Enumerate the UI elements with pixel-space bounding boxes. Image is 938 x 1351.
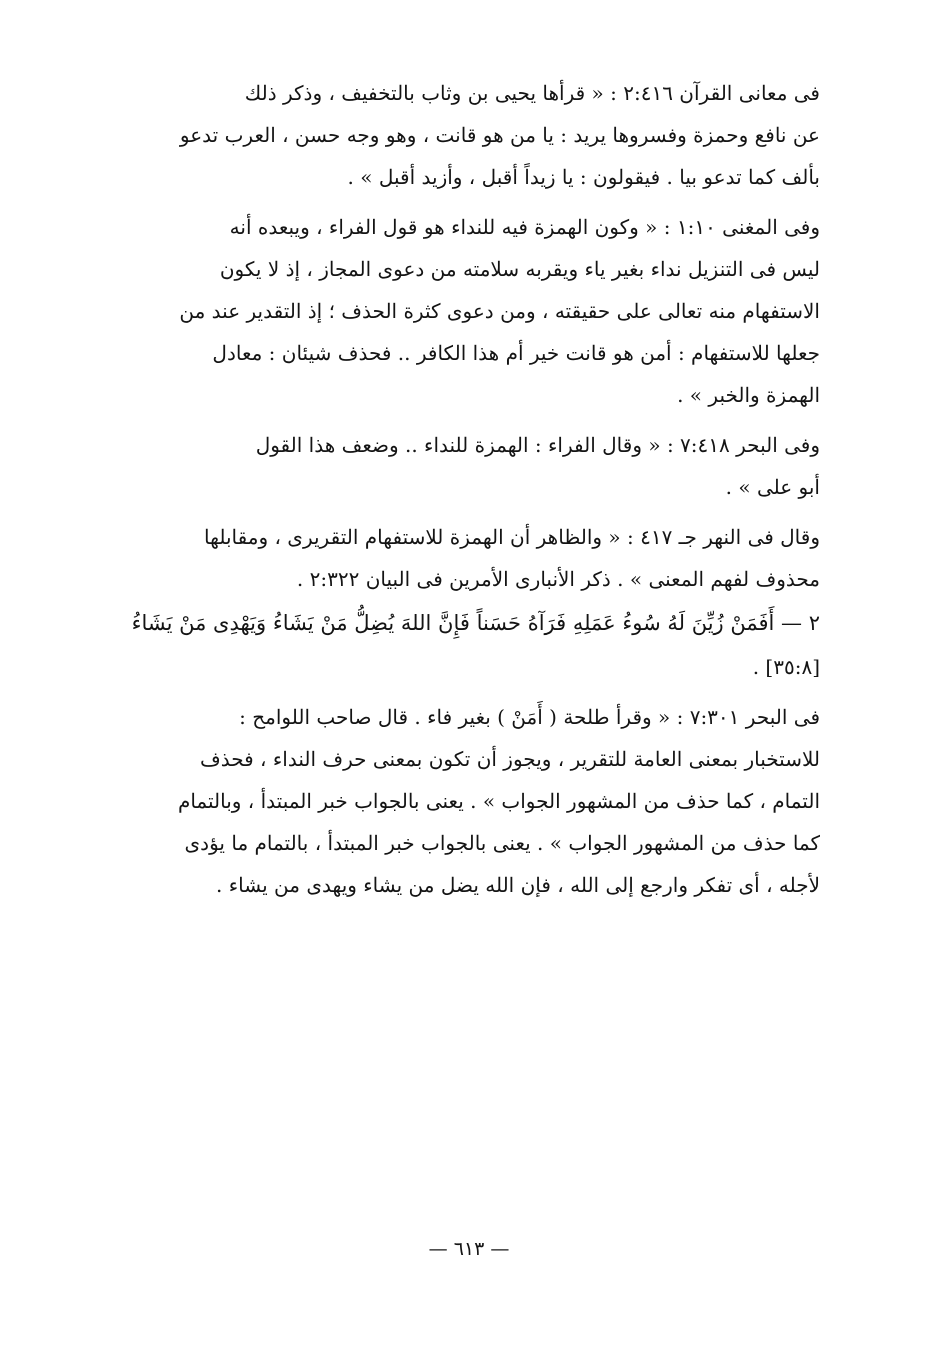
text-line: أبو على » . [725, 475, 820, 499]
text-line: عن نافع وحمزة وفسروها يريد : يا من هو قانت ، وهو وجه حسن ، العرب تدعو [179, 123, 820, 147]
text-line: الاستفهام منه تعالى على حقيقته ، ومن دعوى كثرة الحذف ؛ إذ التقدير عند من [179, 299, 820, 323]
text-line: جعلها للاستفهام : أمن هو قانت خير أم هذا الكافر .. فحذف شيئان : معادل [212, 341, 820, 365]
text-line: فى البحر ٧:٣٠١ : « وقرأ طلحة ( أَمَنْ ) بغير فاء . قال صاحب اللوامح : [239, 705, 820, 729]
text-line: للاستخبار بمعنى العامة للتقرير ، ويجوز أن تكون بمعنى حرف النداء ، فحذف [200, 747, 820, 771]
text-line: محذوف لفهم المعنى » . ذكر الأنبارى الأمرين فى البيان ٢:٣٢٢ . [296, 567, 820, 591]
paragraph-nahr [120, 516, 820, 600]
paragraph-bahr-talha [120, 696, 820, 906]
upper-text-block [120, 72, 820, 906]
text-line: وفى المغنى ١:١٠ : « وكون الهمزة فيه للنداء هو قول الفراء ، ويبعده أنه [229, 215, 820, 239]
text-line: بألف كما تدعو بيا . فيقولون : يا زيداً أقبل ، وأزيد أقبل » . [347, 165, 820, 189]
verse-line: ٢ — أَفَمَنْ زُيِّنَ لَهُ سُوءُ عَمَلِهِ فَرَآهُ حَسَناً فَإِنَّ اللهَ يُضِلُّ مَنْ يَشَاءُ وَيَهْدِى مَنْ يَشَاءُ [131, 611, 820, 635]
quran-verse [120, 600, 820, 688]
text-line: فى معانى القرآن ٢:٤١٦ : « قرأها يحيى بن وثاب بالتخفيف ، وذكر ذلك [244, 81, 820, 105]
paragraph-quran-meanings [120, 72, 820, 198]
text-line: التمام ، كما حذف من المشهور الجواب » . يعنى بالجواب خبر المبتدأ ، وبالتمام [177, 789, 820, 813]
paragraph-mughni [120, 206, 820, 416]
text-line: وفى البحر ٧:٤١٨ : « وقال الفراء : الهمزة للنداء .. وضعف هذا القول [255, 433, 820, 457]
paragraph-bahr [120, 424, 820, 508]
text-line: الهمزة والخبر » . [677, 383, 820, 407]
text-line: كما حذف من المشهور الجواب » . يعنى بالجواب خبر المبتدأ ، بالتمام ما يؤدى [184, 831, 820, 855]
text-line: ليس فى التنزيل نداء بغير ياء ويقربه سلامته من دعوى المجاز ، إذ لا يكون [219, 257, 820, 281]
page-number: — ٦١٣ — [428, 1238, 510, 1260]
verse-reference: [٣٥:٨] . [752, 655, 820, 679]
text-line: لأجله ، أى تفكر وارجع إلى الله ، فإن الله يضل من يشاء ويهدى من يشاء . [216, 873, 820, 897]
text-line: وقال فى النهر جـ ٤١٧ : « والظاهر أن الهمزة للاستفهام التقريرى ، ومقابلها [204, 525, 820, 549]
